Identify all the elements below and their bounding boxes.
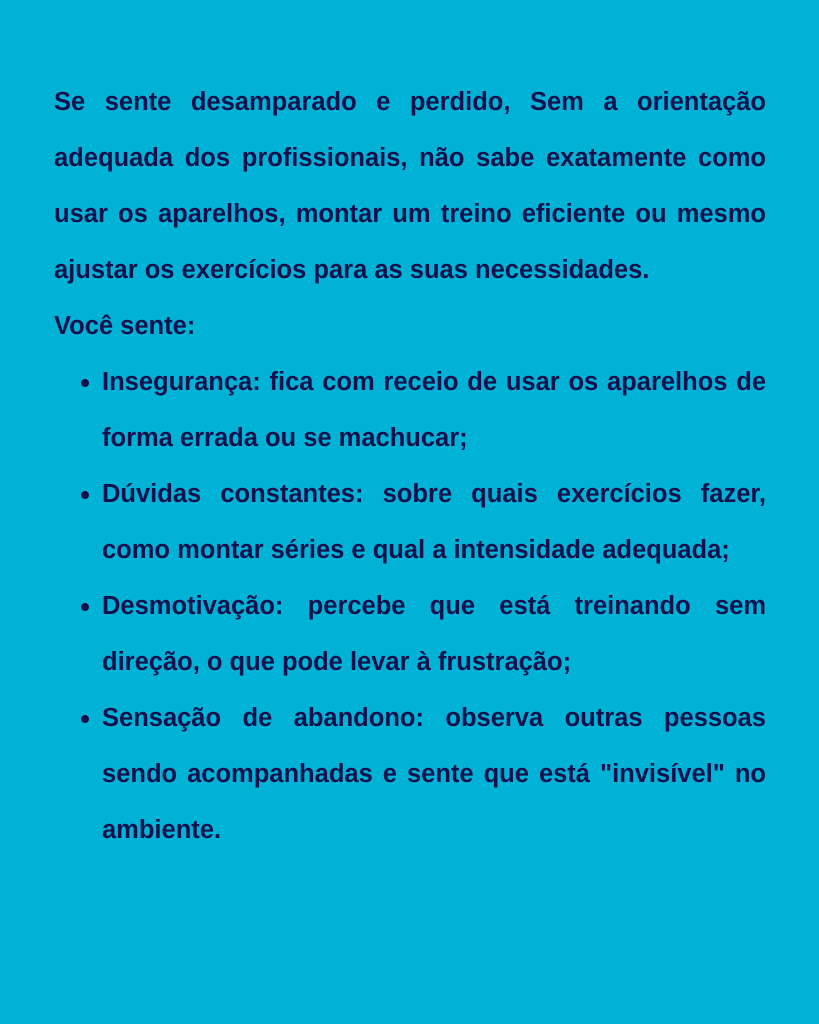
list-item	[54, 466, 766, 578]
text-content	[54, 74, 766, 858]
list-item-text: Desmotivação: percebe que está treinando sem direção, o que pode levar à frustração;	[102, 592, 766, 676]
list-item-text: Sensação de abandono: observa outras pessoas sendo acompanhadas e sente que está "invisível" no ambiente.	[102, 704, 766, 844]
list-item	[54, 354, 766, 466]
feelings-list	[54, 354, 766, 858]
bullet-icon	[81, 603, 89, 611]
list-item-text: Dúvidas constantes: sobre quais exercícios fazer, como montar séries e qual a intensidade adequada;	[102, 480, 766, 564]
bullet-icon	[81, 715, 89, 723]
list-item	[54, 690, 766, 858]
bullet-icon	[81, 491, 89, 499]
intro-paragraph: Se sente desamparado e perdido, Sem a orientação adequada dos profissionais, não sabe exatamente como usar os aparelhos, montar um treino eficiente ou mesmo ajustar os exercícios para as suas necessidades.	[54, 88, 766, 284]
list-item-text: Insegurança: fica com receio de usar os aparelhos de forma errada ou se machucar;	[102, 368, 766, 452]
list-item	[54, 578, 766, 690]
list-heading: Você sente:	[54, 312, 196, 340]
bullet-icon	[81, 379, 89, 387]
